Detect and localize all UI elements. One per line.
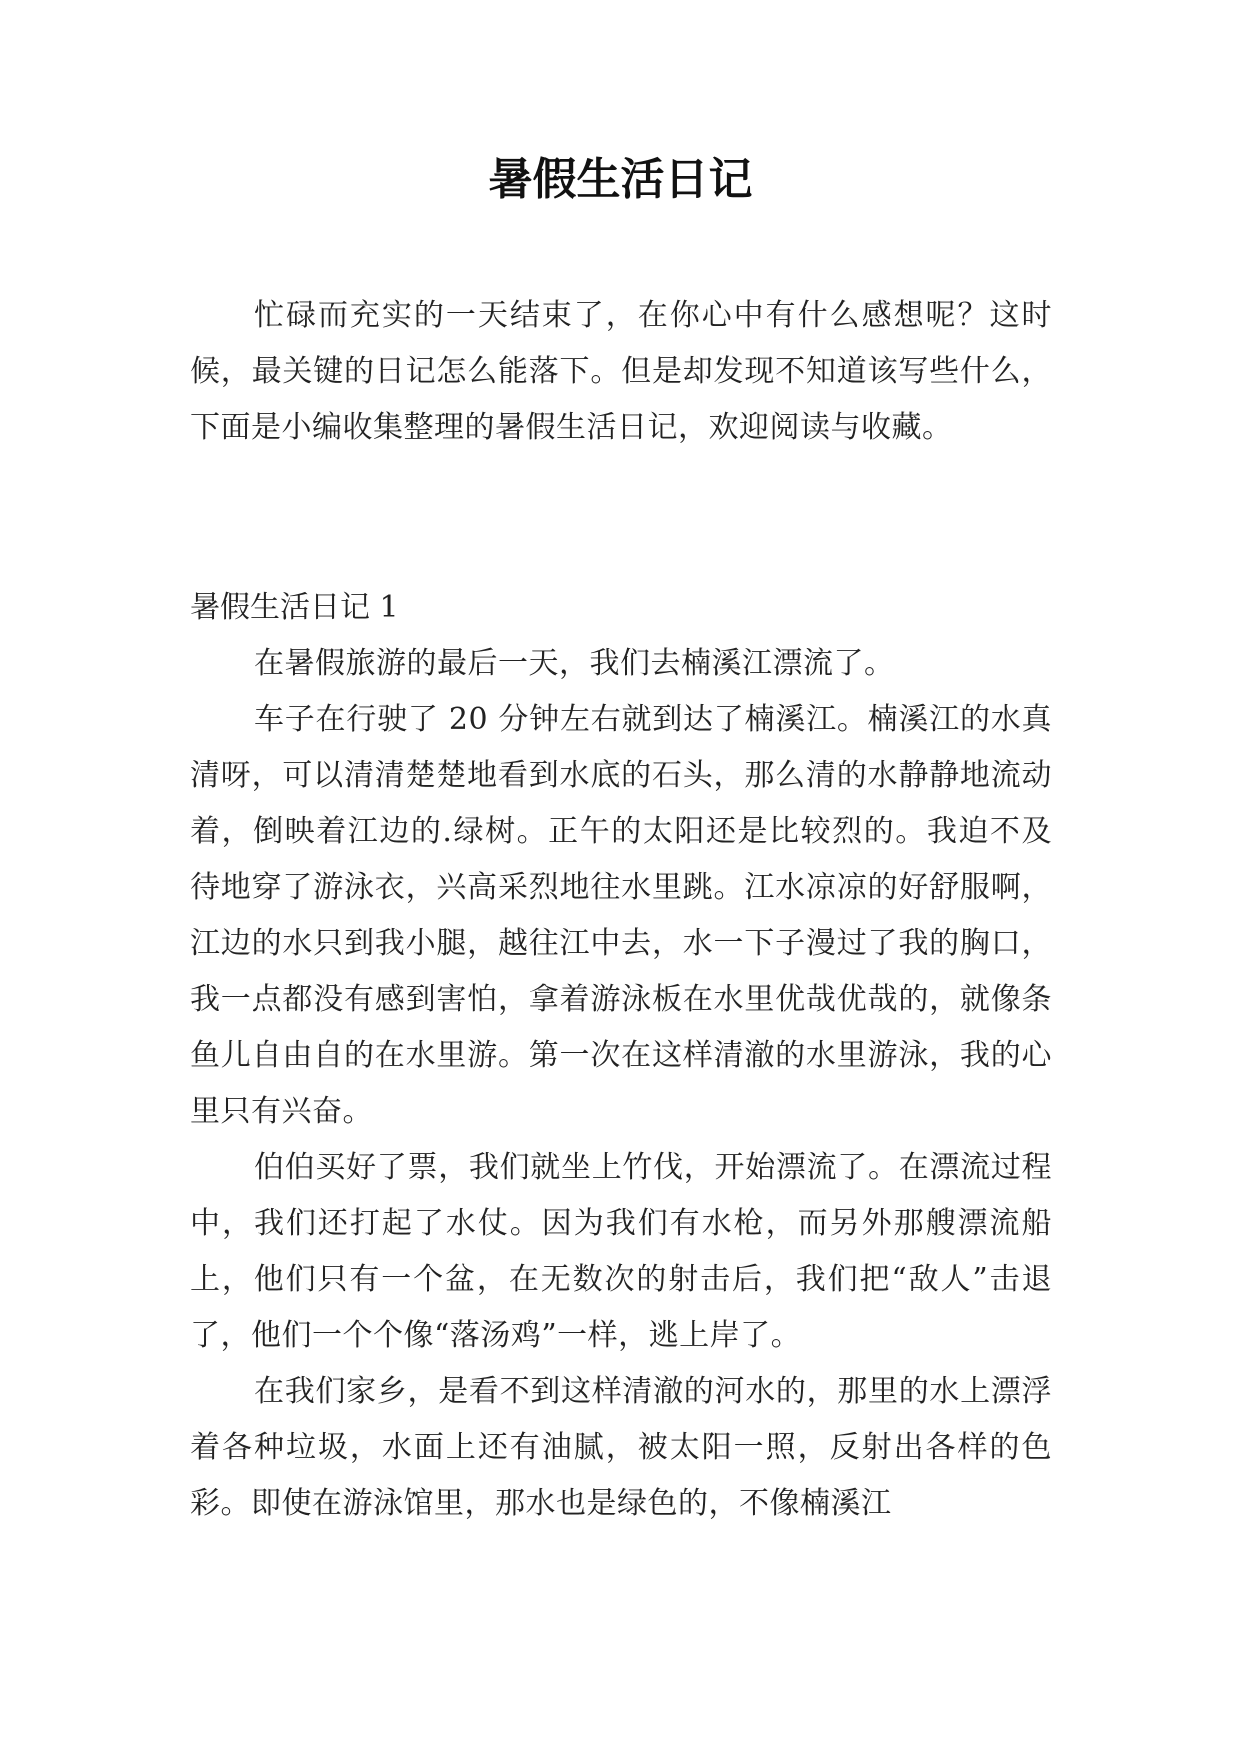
intro-paragraph: 忙碌而充实的一天结束了，在你心中有什么感想呢？这时候，最关键的日记怎么能落下。但是却发现不知道该写些什么，下面是小编收集整理的暑假生活日记，欢迎阅读与收藏。 (190, 298, 1052, 445)
section-heading: 暑假生活日记 1 (190, 590, 399, 625)
body-paragraph: 伯伯买好了票，我们就坐上竹伐，开始漂流了。在漂流过程中，我们还打起了水仗。因为我们有水枪，而另外那艘漂流船上，他们只有一个盆，在无数次的射击后，我们把“敌人”击退了，他们一个个像“落汤鸡”一样，逃上岸了。 (190, 1150, 1052, 1353)
body-paragraph: 在我们家乡，是看不到这样清澈的河水的，那里的水上漂浮着各种垃圾，水面上还有油腻，被太阳一照，反射出各样的色彩。即使在游泳馆里，那水也是绿色的，不像楠溪江 (190, 1374, 1052, 1521)
body-paragraph: 在暑假旅游的最后一天，我们去楠溪江漂流了。 (254, 646, 895, 681)
document-title: 暑假生活日记 (488, 154, 753, 205)
body-paragraph: 车子在行驶了 20 分钟左右就到达了楠溪江。楠溪江的水真清呀，可以清清楚楚地看到水底的石头，那么清的水静静地流动着，倒映着江边的.绿树。正午的太阳还是比较烈的。我迫不及待地穿了游泳衣，兴高采烈地往水里跳。江水凉凉的好舒服啊，江边的水只到我小腿，越往江中去，水一下子漫过了我的胸口，我一点都没有感到害怕，拿着游泳板在水里优哉优哉的，就像条鱼儿自由自的在水里游。第一次在这样清澈的水里游泳，我的心里只有兴奋。 (190, 702, 1052, 1129)
